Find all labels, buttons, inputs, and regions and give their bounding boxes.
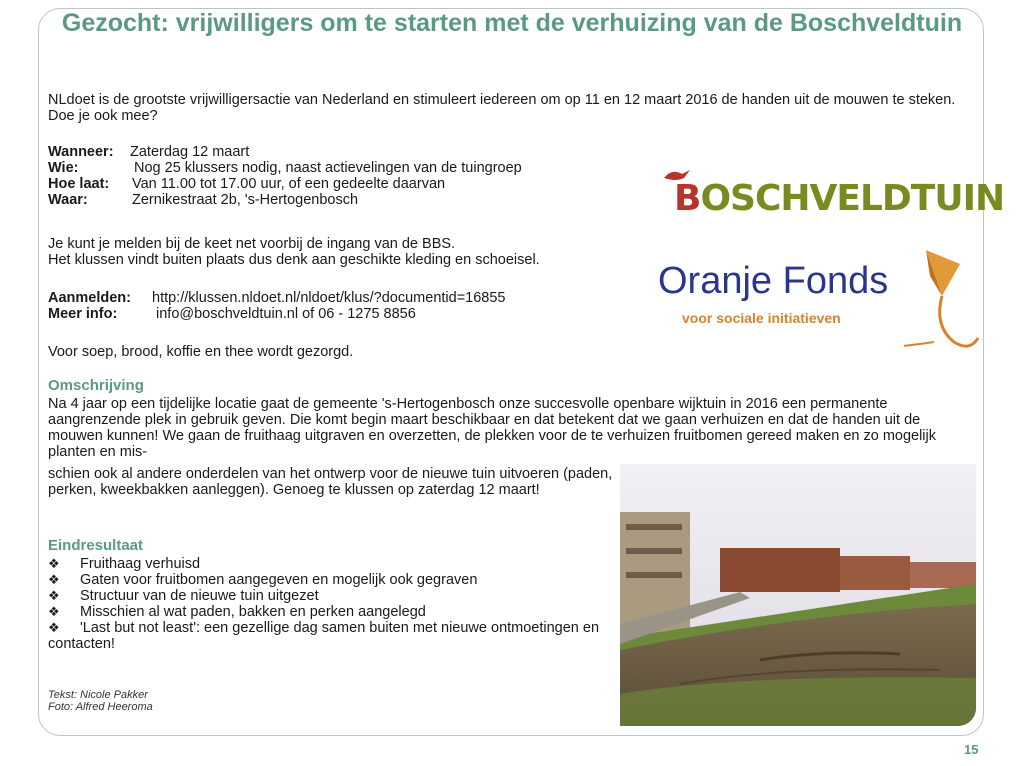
- omschrijving-text: Na 4 jaar op een tijdelijke locatie gaat de gemeente 's-Hertogenbosch onze succesvolle openbare wijktuin in 2016 een permanente aangrenzende plek in gebruik geven. Die komt begin maart beschikbaar en dat betekent dat we gaan verhuizen en dat de handen uit de mouwen kunnen! We gaan de fruithaag uitgraven en overzetten, de plekken voor de te verhuizen fruitbomen gereed maken en zo mogelijk planten en mis-: [48, 396, 937, 460]
- bullet-icon: ❖: [48, 604, 60, 619]
- detail-label-waar: Waar:: [48, 192, 88, 208]
- credits: [48, 689, 153, 713]
- aanmelden-link[interactable]: http://klussen.nldoet.nl/nldoet/klus/?documentid=16855: [152, 290, 506, 306]
- list-item-text: Structuur van de nieuwe tuin uitgezet: [80, 588, 319, 604]
- detail-value-waar: Zernikestraat 2b, 's-Hertogenbosch: [132, 192, 359, 208]
- omschrijving-text-continued: schien ook al andere onderdelen van het ontwerp voor de nieuwe tuin uitvoeren (paden, perken, kweekbakken aanleggen). Genoeg te klussen op zaterdag 12 maart!: [48, 466, 613, 498]
- detail-label-hoe-laat: Hoe laat:: [48, 176, 110, 192]
- detail-hoe-laat: [48, 176, 648, 192]
- contact-label-info: Meer info:: [48, 306, 118, 322]
- list-item: [48, 556, 608, 572]
- boschveldtuin-logo: [660, 160, 1005, 230]
- list-item-text: 'Last but not least': een gezellige dag samen buiten met nieuwe ontmoetingen en contacten!: [48, 620, 600, 652]
- catering-text: Voor soep, brood, koffie en thee wordt gezorgd.: [48, 344, 354, 360]
- boschveldtuin-wordmark: [674, 178, 1004, 219]
- article-title: Gezocht: vrijwilligers om te starten met de verhuizing van de Boschveldtuin: [61, 9, 963, 37]
- bullet-icon: ❖: [48, 572, 60, 587]
- kite-icon: [904, 246, 984, 358]
- detail-label-wie: Wie:: [48, 160, 79, 176]
- intro-paragraph: NLdoet is de grootste vrijwilligersactie van Nederland en stimuleert iedereen om op 11 en 12 maart 2016 de handen uit de mouwen te steken. Doe je ook mee?: [48, 92, 956, 124]
- kleding-text: Het klussen vindt buiten plaats dus denk aan geschikte kleding en schoeisel.: [48, 252, 540, 268]
- info-contact-value[interactable]: info@boschveldtuin.nl of 06 - 1275 8856: [156, 306, 416, 322]
- list-item: [48, 572, 608, 588]
- detail-wie: [48, 160, 648, 176]
- list-item: [48, 604, 608, 620]
- list-item-text: Gaten voor fruitbomen aangegeven en mogelijk ook gegraven: [80, 572, 478, 588]
- detail-value-wanneer: Zaterdag 12 maart: [130, 144, 250, 160]
- bullet-icon: ❖: [48, 556, 60, 571]
- omschrijving-heading: Omschrijving: [48, 377, 144, 394]
- detail-label-wanneer: Wanneer:: [48, 144, 114, 160]
- credit-photo: Foto: Alfred Heeroma: [48, 701, 153, 713]
- detail-wanneer: [48, 144, 648, 160]
- detail-value-wie: Nog 25 klussers nodig, naast actievelingen van de tuingroep: [134, 160, 522, 176]
- melden-text: Je kunt je melden bij de keet net voorbij de ingang van de BBS.: [48, 236, 456, 252]
- credit-text: Tekst: Nicole Pakker: [48, 689, 148, 701]
- wordmark-rest: OSCHVELDTUIN: [700, 178, 1005, 219]
- detail-value-hoe-laat: Van 11.00 tot 17.00 uur, of een gedeelte daarvan: [132, 176, 446, 192]
- oranje-fonds-tagline: voor sociale initiatieven: [682, 310, 841, 326]
- bullet-icon: ❖: [48, 588, 60, 603]
- list-item-text: Misschien al wat paden, bakken en perken aangelegd: [80, 604, 426, 620]
- list-item: [48, 588, 608, 604]
- bullet-icon: ❖: [48, 620, 60, 635]
- detail-waar: [48, 192, 648, 208]
- wordmark-first-letter: B: [674, 178, 701, 219]
- page-number: 15: [964, 742, 979, 757]
- garden-photo: [620, 464, 976, 726]
- list-item-text: Fruithaag verhuisd: [80, 556, 201, 572]
- oranje-fonds-logo: [654, 246, 984, 358]
- oranje-fonds-name: Oranje Fonds: [658, 260, 889, 302]
- event-details: [48, 144, 648, 208]
- list-item: [48, 620, 608, 652]
- eindresultaat-list: [48, 556, 608, 652]
- eindresultaat-heading: Eindresultaat: [48, 537, 144, 554]
- contact-label-aanmelden: Aanmelden:: [48, 290, 131, 306]
